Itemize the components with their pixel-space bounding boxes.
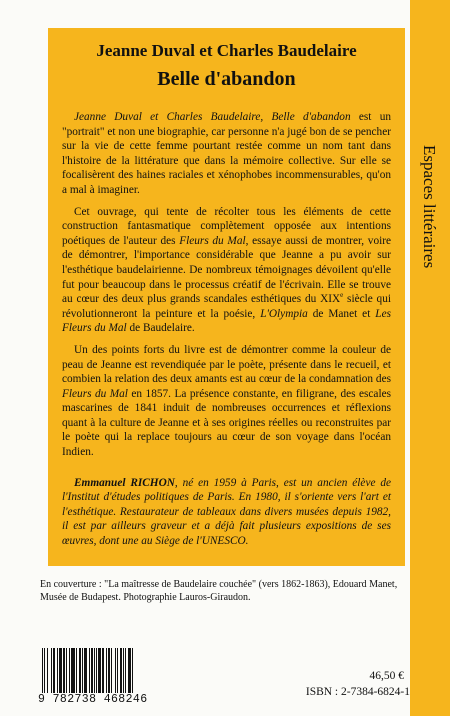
summary-paragraph-1 — [62, 110, 391, 198]
title-reference: Fleurs du Mal — [179, 234, 246, 247]
isbn: ISBN : 2-7384-6824-1 — [305, 686, 410, 698]
author-bio — [62, 476, 391, 549]
text-run: de Manet et — [307, 307, 376, 320]
text-run: Cet ouvrage, qui tente de récolter tous les éléments de cette construction fantasmatique complètement opposée aux intentions poétiques de l'auteur des — [62, 205, 391, 247]
text-run: siècle qui révolutionneront la peinture et la poésie, — [62, 293, 391, 320]
title-reference: L'Olympia — [260, 307, 308, 320]
text-run: , essaye aussi de montrer, voire de démontrer, l'importance considérable que Jeanne a pu avoir sur l'esthétique baudelairienne. De nombreux témoignages dévoilent qu'elle fut pour beaucoup dans le processus créatif de l'écrivain. Elle se trouve au cœur des deux plus grands scandales esthétiques du XIX — [62, 234, 392, 306]
title-reference: Les Fleurs du Mal — [62, 307, 391, 335]
summary-paragraph-3 — [62, 343, 391, 460]
text-run: Un des points forts du livre est de démontrer comme la couleur de peau de Jeanne est revendiquée par le poète, présente dans le recueil, et combien la relation des deux amants est au cœur de la condamnation des — [62, 343, 391, 386]
cover-caption: En couverture : "La maîtresse de Baudelaire couchée" (vers 1862-1863), Edouard Manet, Musée de Budapest. Photographie Lauros-Giraudon. — [40, 579, 398, 603]
text-run: , né en 1959 à Paris, est un ancien élève de l'Institut d'études politiques de Paris. En 1980, il s'oriente vers l'art et l'esthétique. Restaurateur de tableaux dans divers musées depuis 1982, il est par ailleurs graveur et a déjà fait plusieurs expositions de ses œuvres, dont une au Siège de l'UNESCO. — [62, 476, 391, 548]
price: 46,50 € — [369, 670, 404, 682]
text-run: est un "portrait" et non une biographie, car personne n'a jugé bon de se pencher sur la vie de cette femme pourtant restée comme un nom tant dans l'histoire de la littérature que dans la mémoire collective. Sur elle se focalisèrent des haines raciales et xénophobes incommensurables, qu'on a mal à imaginer. — [62, 111, 391, 196]
back-cover-panel — [48, 28, 405, 566]
title-reference: Jeanne Duval et Charles Baudelaire, Belle d'abandon — [74, 111, 351, 123]
book-title: Jeanne Duval et Charles Baudelaire — [96, 41, 357, 60]
century-superscript: e — [340, 291, 344, 300]
author-name: Emmanuel RICHON — [74, 476, 175, 489]
book-subtitle: Belle d'abandon — [157, 68, 296, 90]
title-reference: Fleurs du Mal — [62, 387, 128, 400]
summary-paragraph-2 — [62, 205, 391, 336]
text-run: de Baudelaire. — [126, 322, 195, 335]
barcode-bars — [38, 648, 178, 694]
series-label: Espaces littéraires — [420, 144, 439, 268]
barcode-digits: 9 782738 468246 — [38, 693, 183, 706]
text-run: en 1857. La présence constante, en filigrane, des escales mascarines de 1841 induit de nombreuses occurrences et réflexions quant à la culture de Jeanne et à ses origines réelles ou reconstruites par le poète qui la replace toujours au cœur de son voyage dans l'océan Indien. — [62, 387, 391, 459]
